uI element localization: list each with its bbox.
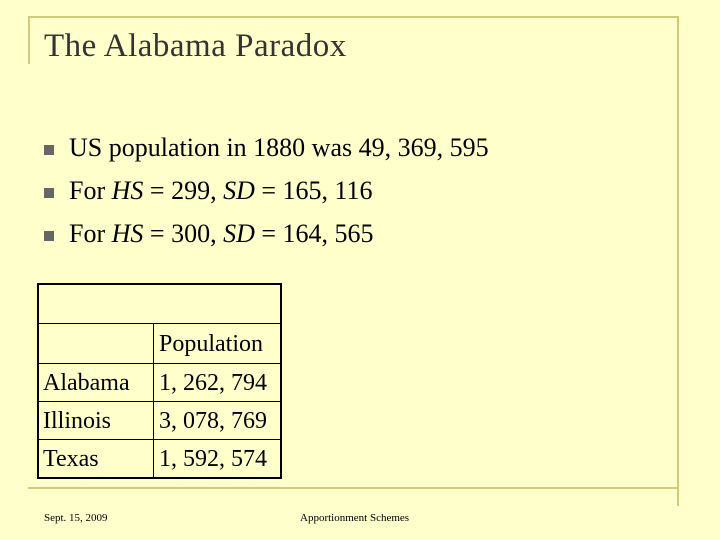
frame-top-line — [28, 16, 678, 18]
table-row-divider — [39, 439, 280, 440]
table-row-divider — [39, 363, 280, 364]
square-bullet-icon — [44, 145, 54, 155]
bullet-text: US population in 1880 was 49, 369, 595 — [69, 133, 489, 162]
bullet-text: For HS = 300, SD = 164, 565 — [69, 219, 374, 248]
table-cell-state: Illinois — [43, 408, 112, 434]
table-header-cell: Population — [159, 331, 264, 357]
square-bullet-icon — [44, 188, 54, 198]
table-cell-state: Texas — [43, 446, 99, 472]
bullet-text: For HS = 299, SD = 165, 116 — [69, 176, 373, 205]
table-cell-population: 1, 262, 794 — [159, 370, 267, 396]
footer-date: Sept. 15, 2009 — [44, 512, 108, 524]
table-cell-population: 1, 592, 574 — [159, 446, 267, 472]
square-bullet-icon — [44, 231, 54, 241]
table-cell-state: Alabama — [43, 370, 130, 396]
table-cell-population: 3, 078, 769 — [159, 408, 267, 434]
slide-title: The Alabama Paradox — [44, 28, 347, 64]
table-row-divider — [39, 401, 280, 402]
table-row-divider — [39, 323, 280, 324]
frame-right-line — [677, 16, 679, 506]
frame-bottom-line — [28, 487, 678, 489]
frame-left-line — [28, 16, 30, 64]
population-table — [37, 283, 282, 479]
footer-title: Apportionment Schemes — [300, 512, 410, 524]
table-column-divider — [153, 323, 154, 477]
